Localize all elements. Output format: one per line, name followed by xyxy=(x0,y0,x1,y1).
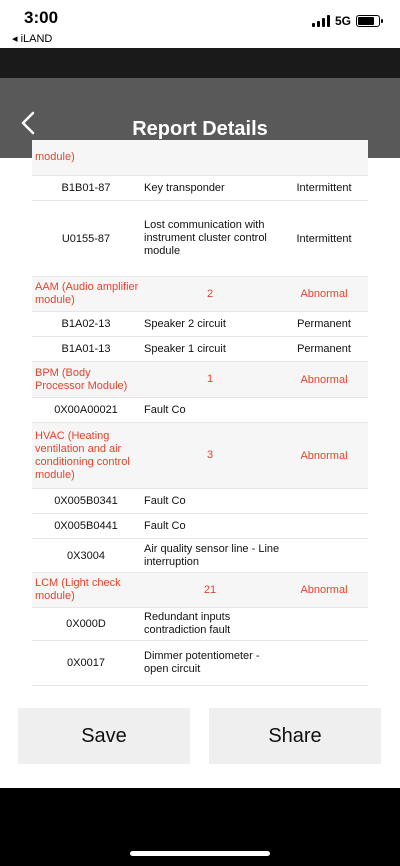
module-group-row xyxy=(32,277,368,311)
fault-type: Permanent xyxy=(297,343,351,355)
fault-code: 0X005B0441 xyxy=(54,520,118,532)
fault-description: Lost communication with instrument cluster control module xyxy=(144,219,267,257)
back-to-app-link[interactable]: ◂ iLAND xyxy=(12,33,53,45)
fault-code-row xyxy=(32,641,368,685)
report-table[interactable] xyxy=(32,151,368,695)
module-status: Abnormal xyxy=(300,373,348,386)
fault-code: 0X000D xyxy=(66,618,106,630)
share-button[interactable]: Share xyxy=(209,708,381,764)
fault-code: 0X00A00021 xyxy=(54,404,118,416)
status-indicators xyxy=(312,14,380,28)
module-status: Abnormal xyxy=(300,584,348,596)
fault-type: Permanent xyxy=(297,318,351,330)
page-title: Report Details xyxy=(132,118,268,140)
cellular-signal-icon xyxy=(312,15,330,27)
dimmed-backdrop xyxy=(0,48,400,78)
fault-code-row xyxy=(32,398,368,422)
fault-description: Redundant inputs contradiction fault xyxy=(144,611,231,636)
fault-description: Fault Co xyxy=(144,403,186,416)
battery-icon xyxy=(356,15,380,27)
fault-type: Intermittent xyxy=(296,232,352,245)
home-indicator[interactable] xyxy=(130,851,270,856)
fault-description: Key transponder xyxy=(144,181,225,194)
fault-description: Fault Co xyxy=(144,519,186,532)
status-bar xyxy=(0,0,400,48)
battery-level xyxy=(358,17,374,25)
network-type: 5G xyxy=(334,14,351,28)
module-name: BPM (Body Processor Module) xyxy=(35,366,128,392)
module-group-row xyxy=(32,423,368,488)
fault-type: Intermittent xyxy=(296,182,352,194)
status-time: 3:00 xyxy=(24,8,59,27)
fault-count: 2 xyxy=(206,287,214,300)
fault-count: 21 xyxy=(203,583,217,596)
fault-code: B1A02-13 xyxy=(61,318,111,330)
module-group-row xyxy=(32,140,368,175)
fault-code: 0X005B0341 xyxy=(54,495,118,507)
fault-code: 0X3004 xyxy=(67,549,105,562)
fault-code-row xyxy=(32,312,368,336)
module-status: Abnormal xyxy=(300,288,348,300)
modal-footer xyxy=(0,695,400,788)
fault-description: Speaker 1 circuit xyxy=(144,342,226,355)
report-table-body xyxy=(32,140,368,705)
module-name: AAM (Audio amplifier module) xyxy=(35,281,139,306)
fault-code-row xyxy=(32,489,368,513)
fault-count: 1 xyxy=(206,373,214,385)
module-group-row xyxy=(32,573,368,607)
report-details-modal xyxy=(0,78,400,788)
fault-description: Fault Co xyxy=(144,494,186,507)
module-name: module) xyxy=(35,151,75,163)
fault-code-row xyxy=(32,176,368,200)
module-status: Abnormal xyxy=(300,449,348,462)
fault-code-row xyxy=(32,514,368,538)
fault-code-row xyxy=(32,608,368,640)
fault-code: B1B01-87 xyxy=(61,182,111,194)
fault-count: 3 xyxy=(206,449,214,461)
module-group-row xyxy=(32,362,368,397)
fault-code: B1A01-13 xyxy=(61,343,111,355)
fault-code-row xyxy=(32,201,368,276)
fault-code-row xyxy=(32,337,368,361)
fault-code-row xyxy=(32,539,368,572)
module-name: HVAC (Heating ventilation and air conditioning control module) xyxy=(35,429,130,481)
module-name: LCM (Light check module) xyxy=(35,577,121,602)
fault-code: 0X0017 xyxy=(67,657,105,669)
fault-description: Speaker 2 circuit xyxy=(144,317,226,330)
fault-description: Air quality sensor line - Line interruption xyxy=(144,542,280,568)
save-button[interactable]: Save xyxy=(18,708,190,764)
fault-description: Dimmer potentiometer - open circuit xyxy=(144,650,260,675)
fault-code: U0155-87 xyxy=(61,232,111,245)
